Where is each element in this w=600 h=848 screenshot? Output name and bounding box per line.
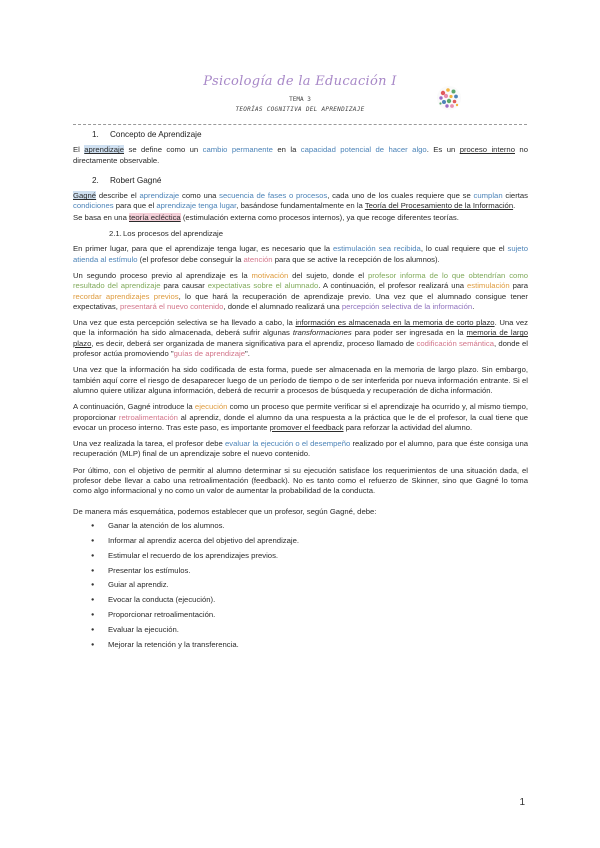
document-topic: TEMA 3: [289, 96, 311, 103]
document-title: Psicología de la Educación I: [203, 74, 397, 89]
processes-paragraph-5: A continuación, Gagné introduce la ejecución como un proceso que permite verificar si el aprendizaje ha ocurrido y, al mismo tiempo, proporcionar retroalimentación al aprendiz, donde el alumno da una respuesta a la práctica que le de el profesor, la cual tiene que evocar un proceso interno. Tras este paso, es importante promover el feedback para reforzar la actividad del alumno.: [73, 402, 528, 432]
processes-paragraph-1: En primer lugar, para que el aprendizaje tenga lugar, es necesario que la estimulación sea recibida, lo cual requiere que el sujeto atienda al estímulo (el profesor debe conseguir la atención para que se active la recepción de los alumnos).: [73, 244, 528, 264]
section-2-paragraph-2: Se basa en una teoría ecléctica (estimulación externa como procesos internos), ya que recoge diferentes teorías.: [73, 212, 459, 222]
section-1-heading: 1. Concepto de Aprendizaje: [92, 130, 202, 139]
processes-paragraph-7: Por último, con el objetivo de permitir al alumno determinar si su ejecución satisface los requerimientos de una situación dada, el profesor debe llevar a cabo una retroalimentación (feedback). No es tanto como el refuerzo de Skinner, sino que Gagné lo toma como algo informacional y no como un valor de aumentar la probabilidad de la conducta.: [73, 465, 528, 496]
processes-paragraph-4: Una vez que la información ha sido codificada de esta forma, puede ser almacenada en la memoria de largo plazo. Sin embargo, también aquí corre el riesgo de desaparecer luego de un período de tiempo o de ser interferida por nueva información entrante. Si el alumno quiere utilizar alguna información, deberá de recurrir a procesos de búsqueda y recuperación de dicha información.: [73, 365, 528, 395]
header-divider: [73, 124, 527, 125]
colorful-dots-logo-icon: [436, 85, 462, 111]
document-header: [0, 74, 600, 113]
section-1-paragraph: El aprendizaje se define como un cambio permanente en la capacidad potencial de hacer algo. Es un proceso interno no directamente observable.: [73, 145, 528, 165]
list-item: ● Estimular el recuerdo de los aprendizajes previos.: [91, 551, 528, 561]
teacher-steps-list: [91, 521, 528, 650]
list-item: ● Guiar al aprendiz.: [91, 580, 528, 590]
list-item: ● Presentar los estímulos.: [91, 566, 528, 576]
list-item: ● Evaluar la ejecución.: [91, 625, 528, 635]
list-item: ● Informar al aprendiz acerca del objetivo del aprendizaje.: [91, 536, 528, 546]
list-item: ● Ganar la atención de los alumnos.: [91, 521, 528, 531]
document-subtitle: TEORÍAS COGNITIVA DEL APRENDIZAJE: [235, 106, 365, 113]
document-body: [73, 130, 528, 655]
processes-paragraph-6: Una vez realizada la tarea, el profesor debe evaluar la ejecución o el desempeño realizado por el alumno, para que éste consiga una recuperación (MLP) final de un aprendizaje sobre el nuevo contenido.: [73, 439, 528, 459]
list-item: ● Proporcionar retroalimentación.: [91, 610, 528, 620]
processes-paragraph-2: Un segundo proceso previo al aprendizaje es la motivación del sujeto, donde el profesor informa de lo que obtendrían como resultado del aprendizaje para causar expectativas sobre el alumnado. A continuación, el profesor realizará una estimulación para recordar aprendizajes previos, lo que hará la recuperación de aprendizaje previo. Una vez que el alumnado consigue tener expectativas, presentará el nuevo contenido, donde el alumnado realizará una percepción selectiva de la información.: [73, 270, 529, 311]
list-item: ● Mejorar la retención y la transferencia.: [91, 640, 528, 650]
page-number: 1: [519, 797, 525, 808]
processes-paragraph-3: Una vez que esta percepción selectiva se ha llevado a cabo, la información es almacenada en la memoria de corto plazo. Una vez que la información ha sido almacenada, deberá sufrir algunas transformaciones para poder ser ingresada en la memoria de largo plazo, es decir, deberá ser organizada de manera significativa para el aprendiz, proceso llamado de codificación semántica, donde el profesor actúa promoviendo "guías de aprendizaje".: [73, 318, 528, 359]
section-2-1-heading: 2.1.Los procesos del aprendizaje: [109, 229, 224, 239]
section-2-heading: 2. Robert Gagné: [92, 175, 162, 185]
processes-paragraph-8: De manera más esquemática, podemos establecer que un profesor, según Gagné, debe:: [73, 506, 377, 516]
section-2-paragraph-1: Gagné describe el aprendizaje como una secuencia de fases o procesos, cada uno de los cuales requiere que se cumplan ciertas condiciones para que el aprendizaje tenga lugar, basándose fundamentalmente en la Teoría del Procesamiento de la Información.: [73, 191, 529, 211]
list-item: ● Evocar la conducta (ejecución).: [91, 595, 528, 605]
